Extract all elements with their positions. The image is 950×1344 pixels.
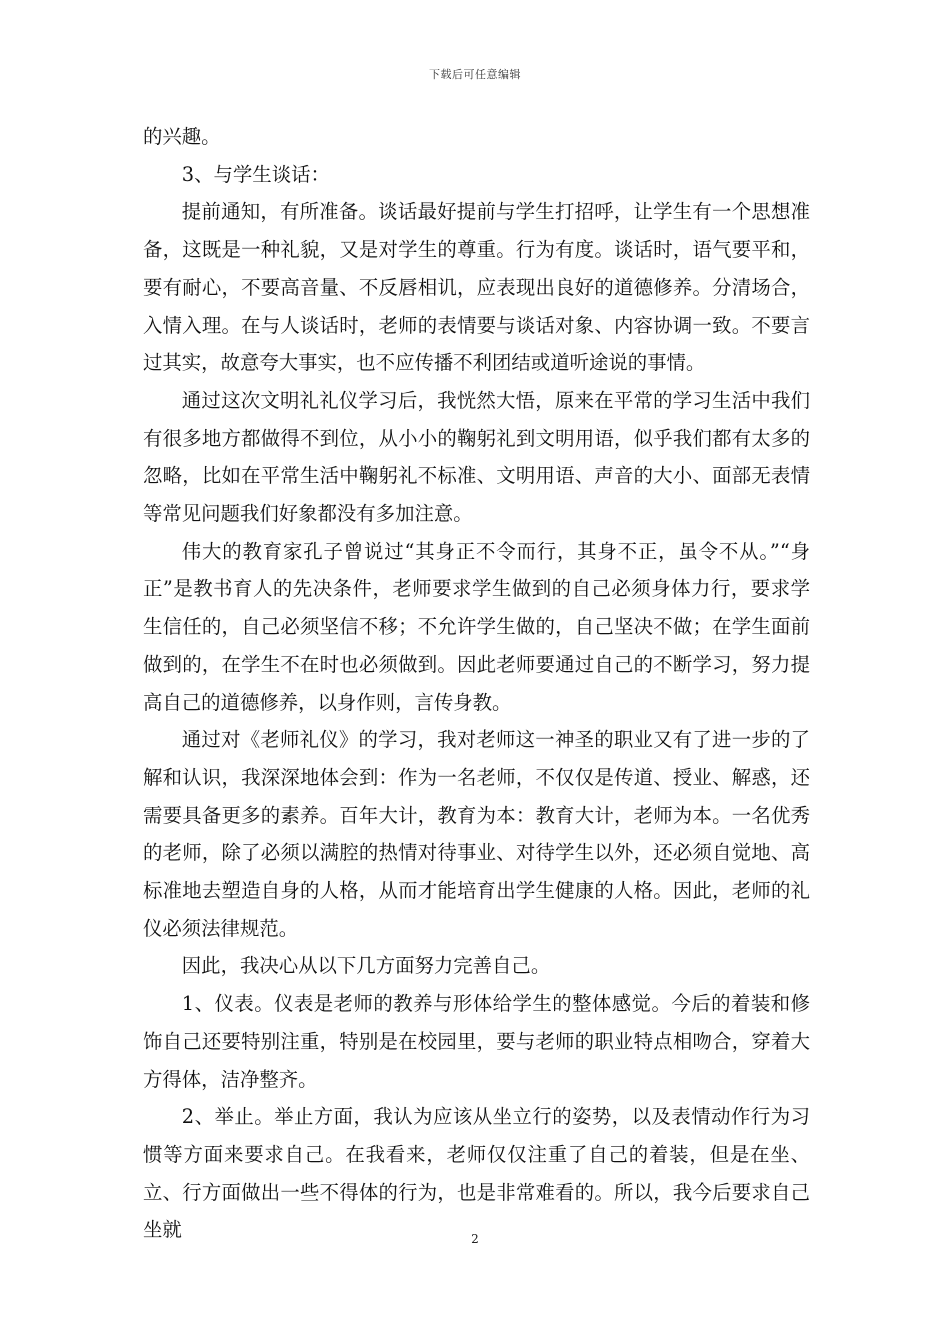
- paragraph-appearance: 1、仪表。仪表是老师的教养与形体给学生的整体感觉。今后的着装和修饰自己还要特别注重，特别是在校园里，要与老师的职业特点相吻合，穿着大方得体，洁净整齐。: [143, 992, 810, 1091]
- paragraph-resolution: 因此，我决心从以下几方面努力完善自己。: [181, 954, 551, 978]
- paragraph-confucius: 伟大的教育家孔子曾说过“其身正不令而行，其身不正，虽令不从。”“身正”是教书育人的先决条件，老师要求学生做到的自己必须身体力行，要求学生信任的，自己必须坚信不移；不允许学生做的，自己坚决不做；在学生面前做到的，在学生不在时也必须做到。因此老师要通过自己的不断学习，努力提高自己的道德修养，以身作则，言传身教。: [143, 539, 810, 714]
- document-body: [143, 118, 810, 1249]
- page-number: 2: [471, 1232, 479, 1246]
- paragraph-continuation: 的兴趣。: [143, 125, 221, 148]
- page-header-note: 下载后可任意编辑: [429, 68, 521, 81]
- paragraph-manners: 2、举止。举止方面，我认为应该从坐立行的姿势，以及表情动作行为习惯等方面来要求自己。在我看来，老师仅仅注重了自己的着装，但是在坐、立、行方面做出一些不得体的行为，也是非常难看的。所以，我今后要求自己坐就: [143, 1105, 810, 1242]
- paragraph-teacher-etiquette: 通过对《老师礼仪》的学习，我对老师这一神圣的职业又有了进一步的了解和认识，我深深地体会到：作为一名老师，不仅仅是传道、授业、解惑，还需要具备更多的素养。百年大计，教育为本：教育大计，老师为本。一名优秀的老师，除了必须以满腔的热情对待事业、对待学生以外，还必须自觉地、高标准地去塑造自身的人格，从而才能培育出学生健康的人格。因此，老师的礼仪必须法律规范。: [143, 728, 810, 940]
- paragraph-heading-talk: 3、与学生谈话：: [181, 162, 330, 186]
- paragraph-talk-guidelines: 提前通知，有所准备。谈话最好提前与学生打招呼，让学生有一个思想准备，这既是一种礼貌，又是对学生的尊重。行为有度。谈话时，语气要平和，要有耐心，不要高音量、不反唇相讥，应表现出良好的道德修养。分清场合，入情入理。在与人谈话时，老师的表情要与谈话对象、内容协调一致。不要言过其实，故意夸大事实，也不应传播不利团结或道听途说的事情。: [143, 200, 810, 375]
- paragraph-reflection: 通过这次文明礼礼仪学习后，我恍然大悟，原来在平常的学习生活中我们有很多地方都做得不到位，从小小的鞠躬礼到文明用语，似乎我们都有太多的忽略，比如在平常生活中鞠躬礼不标准、文明用语、声音的大小、面部无表情等常见问题我们好象都没有多加注意。: [143, 388, 810, 526]
